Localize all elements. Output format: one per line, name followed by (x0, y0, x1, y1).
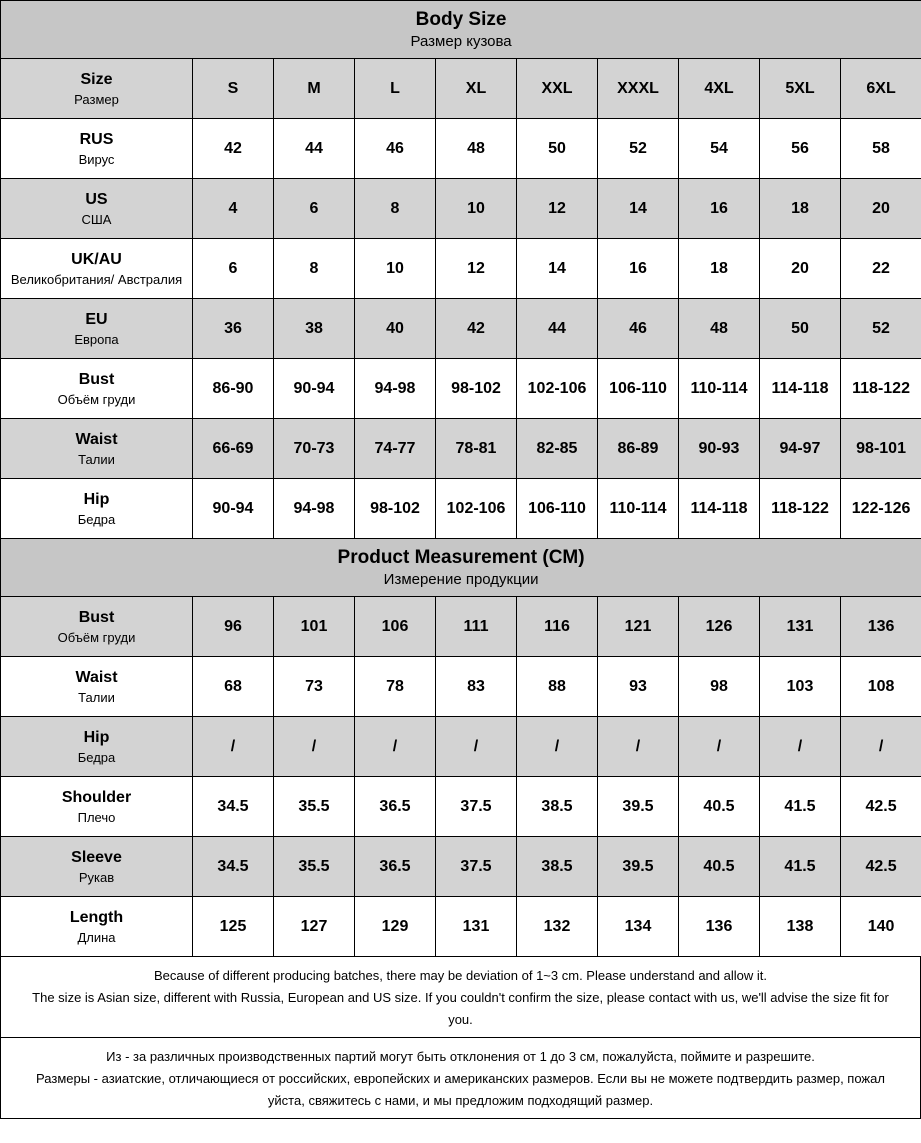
body-size-row-label-cell (1, 179, 193, 239)
table-cell: 39.5 (598, 837, 679, 897)
table-cell: 38 (274, 299, 355, 359)
table-cell: 42.5 (841, 777, 921, 837)
table-cell: 34.5 (193, 837, 274, 897)
body-size-title-text: Body Size (415, 8, 507, 30)
table-cell: 134 (598, 897, 679, 957)
table-cell: / (436, 717, 517, 777)
table-cell: / (841, 717, 921, 777)
product-row-label-cell (1, 597, 193, 657)
product-row-label: Shoulder (61, 788, 132, 806)
notes-english (1, 957, 920, 1037)
table-cell: 114-118 (760, 359, 841, 419)
body-size-row-sublabel: Талии (78, 451, 115, 467)
product-row (1, 717, 921, 777)
size-header-row (1, 59, 921, 119)
table-cell: 101 (274, 597, 355, 657)
body-size-row-label: RUS (79, 130, 114, 148)
table-cell: 132 (517, 897, 598, 957)
table-cell: 16 (679, 179, 760, 239)
table-cell: 140 (841, 897, 921, 957)
table-cell: 22 (841, 239, 921, 299)
table-cell: 116 (517, 597, 598, 657)
table-cell: 102-106 (517, 359, 598, 419)
table-cell: 41.5 (760, 777, 841, 837)
table-cell: 8 (355, 179, 436, 239)
table-cell: 122-126 (841, 479, 921, 539)
table-cell: 127 (274, 897, 355, 957)
table-cell: 90-94 (193, 479, 274, 539)
body-size-row-sublabel: Европа (74, 331, 119, 347)
table-cell: 48 (436, 119, 517, 179)
table-cell: 42 (193, 119, 274, 179)
table-cell: 37.5 (436, 777, 517, 837)
notes-russian (1, 1037, 920, 1118)
table-cell: / (517, 717, 598, 777)
notes-section (0, 957, 921, 1119)
body-size-row (1, 239, 921, 299)
body-size-row-label-cell (1, 359, 193, 419)
table-cell: 111 (436, 597, 517, 657)
product-measurement-title-cell (1, 539, 921, 597)
table-cell: 46 (355, 119, 436, 179)
table-cell: 48 (679, 299, 760, 359)
table-cell: 131 (436, 897, 517, 957)
size-header-cell: 6XL (841, 59, 921, 119)
table-cell: 41.5 (760, 837, 841, 897)
body-size-row-sublabel: Бедра (77, 511, 116, 527)
table-cell: 36.5 (355, 777, 436, 837)
note-ru-line-3: уйста, свяжитесь с нами, и мы предложим подходящий размер. (267, 1093, 654, 1108)
table-cell: 125 (193, 897, 274, 957)
product-row-label: Hip (83, 728, 110, 746)
product-measurement-title-text: Product Measurement (CM) (337, 546, 585, 568)
table-cell: 121 (598, 597, 679, 657)
body-size-row-label: UK/AU (71, 250, 122, 268)
table-cell: 12 (436, 239, 517, 299)
table-cell: 106 (355, 597, 436, 657)
table-cell: 98-102 (436, 359, 517, 419)
table-cell: 114-118 (679, 479, 760, 539)
table-cell: 39.5 (598, 777, 679, 837)
table-cell: 110-114 (598, 479, 679, 539)
body-size-title-cell (1, 1, 921, 59)
table-cell: 83 (436, 657, 517, 717)
table-cell: 88 (517, 657, 598, 717)
table-cell: 106-110 (598, 359, 679, 419)
table-cell: 78 (355, 657, 436, 717)
body-size-title-row (1, 1, 921, 59)
product-row-label: Length (69, 908, 124, 926)
table-cell: 50 (517, 119, 598, 179)
table-cell: 52 (598, 119, 679, 179)
table-cell: 10 (355, 239, 436, 299)
product-row-label-cell (1, 657, 193, 717)
table-cell: 40 (355, 299, 436, 359)
table-cell: 96 (193, 597, 274, 657)
product-row-label-cell (1, 777, 193, 837)
size-header-cell: XXXL (598, 59, 679, 119)
table-cell: 94-98 (274, 479, 355, 539)
table-cell: 136 (679, 897, 760, 957)
product-row (1, 657, 921, 717)
note-en-line-2: The size is Asian size, different with Russia, European and US size. If you couldn't confirm the size, please contact with us, we'll advise the size fit for (32, 990, 889, 1005)
table-cell: 86-89 (598, 419, 679, 479)
table-cell: 37.5 (436, 837, 517, 897)
size-header-row-sublabel: Размер (74, 91, 119, 107)
table-cell: 110-114 (679, 359, 760, 419)
table-cell: 56 (760, 119, 841, 179)
table-cell: 50 (760, 299, 841, 359)
body-size-row-label-cell (1, 239, 193, 299)
table-cell: 90-94 (274, 359, 355, 419)
table-cell: / (760, 717, 841, 777)
table-cell: / (598, 717, 679, 777)
table-cell: / (355, 717, 436, 777)
product-row-sublabel: Длина (77, 929, 116, 945)
body-size-row (1, 479, 921, 539)
table-cell: 42.5 (841, 837, 921, 897)
body-size-row-sublabel: Объём груди (57, 391, 136, 407)
body-size-row-label-cell (1, 299, 193, 359)
table-cell: 129 (355, 897, 436, 957)
body-size-row-label-cell (1, 119, 193, 179)
table-cell: 108 (841, 657, 921, 717)
table-cell: / (274, 717, 355, 777)
size-header-cell: 4XL (679, 59, 760, 119)
table-cell: 68 (193, 657, 274, 717)
body-size-row-sublabel: Великобритания/ Австралия (10, 271, 183, 287)
product-row-sublabel: Плечо (77, 809, 116, 825)
table-cell: 36 (193, 299, 274, 359)
table-cell: / (193, 717, 274, 777)
table-cell: 42 (436, 299, 517, 359)
body-size-row (1, 119, 921, 179)
body-size-row-label: Waist (75, 430, 118, 448)
table-cell: 54 (679, 119, 760, 179)
product-row-sublabel: Рукав (78, 869, 115, 885)
table-cell: 118-122 (841, 359, 921, 419)
table-cell: 38.5 (517, 837, 598, 897)
table-cell: 98-102 (355, 479, 436, 539)
product-row-label-cell (1, 837, 193, 897)
table-cell: 40.5 (679, 837, 760, 897)
product-row-label-cell (1, 897, 193, 957)
product-row-label: Bust (78, 608, 115, 626)
table-cell: 90-93 (679, 419, 760, 479)
table-cell: 102-106 (436, 479, 517, 539)
product-row-label-cell (1, 717, 193, 777)
table-cell: / (679, 717, 760, 777)
table-cell: 34.5 (193, 777, 274, 837)
body-size-row (1, 179, 921, 239)
product-row-label: Sleeve (71, 848, 122, 866)
table-cell: 36.5 (355, 837, 436, 897)
size-header-cell: L (355, 59, 436, 119)
body-size-row-label-cell (1, 479, 193, 539)
table-cell: 6 (274, 179, 355, 239)
size-header-row-label: Size (80, 70, 113, 88)
table-cell: 70-73 (274, 419, 355, 479)
table-cell: 18 (679, 239, 760, 299)
table-cell: 14 (517, 239, 598, 299)
table-cell: 35.5 (274, 777, 355, 837)
size-header-cell: S (193, 59, 274, 119)
body-size-row (1, 299, 921, 359)
size-header-cell: XL (436, 59, 517, 119)
table-cell: 12 (517, 179, 598, 239)
product-measurement-title-subtitle: Измерение продукции (383, 570, 539, 588)
table-cell: 82-85 (517, 419, 598, 479)
body-size-row (1, 359, 921, 419)
product-row-label: Waist (75, 668, 118, 686)
table-cell: 44 (274, 119, 355, 179)
table-cell: 94-98 (355, 359, 436, 419)
size-header-cell: 5XL (760, 59, 841, 119)
table-cell: 44 (517, 299, 598, 359)
note-en-line-3: you. (448, 1012, 473, 1027)
table-cell: 6 (193, 239, 274, 299)
size-header-row-label-cell (1, 59, 193, 119)
table-cell: 4 (193, 179, 274, 239)
size-header-cell: M (274, 59, 355, 119)
body-size-row-sublabel: Вирус (78, 151, 115, 167)
body-size-row (1, 419, 921, 479)
table-cell: 103 (760, 657, 841, 717)
table-cell: 40.5 (679, 777, 760, 837)
body-size-row-label: Hip (83, 490, 110, 508)
body-size-row-sublabel: США (81, 211, 112, 227)
table-cell: 58 (841, 119, 921, 179)
product-row-sublabel: Бедра (77, 749, 116, 765)
note-ru-line-2: Размеры - азиатские, отличающиеся от российских, европейских и американских размеров. Если вы не можете подтвердить размер, пожал (36, 1071, 885, 1086)
product-row (1, 777, 921, 837)
table-cell: 8 (274, 239, 355, 299)
table-cell: 14 (598, 179, 679, 239)
table-cell: 18 (760, 179, 841, 239)
table-cell: 126 (679, 597, 760, 657)
table-cell: 10 (436, 179, 517, 239)
table-cell: 78-81 (436, 419, 517, 479)
product-row (1, 897, 921, 957)
table-cell: 86-90 (193, 359, 274, 419)
note-ru-line-1: Из - за различных производственных партий могут быть отклонения от 1 до 3 см, пожалуйста, поймите и разрешите. (106, 1049, 815, 1064)
table-cell: 98 (679, 657, 760, 717)
body-size-row-label-cell (1, 419, 193, 479)
table-cell: 118-122 (760, 479, 841, 539)
table-cell: 20 (841, 179, 921, 239)
product-row-sublabel: Объём груди (57, 629, 136, 645)
table-cell: 138 (760, 897, 841, 957)
table-cell: 52 (841, 299, 921, 359)
table-cell: 66-69 (193, 419, 274, 479)
table-cell: 74-77 (355, 419, 436, 479)
product-row-sublabel: Талии (78, 689, 115, 705)
size-header-cell: XXL (517, 59, 598, 119)
table-cell: 98-101 (841, 419, 921, 479)
body-size-row-label: EU (85, 310, 108, 328)
table-cell: 16 (598, 239, 679, 299)
body-size-row-label: US (85, 190, 108, 208)
body-size-row-label: Bust (78, 370, 115, 388)
product-measurement-title-row (1, 539, 921, 597)
table-cell: 131 (760, 597, 841, 657)
table-cell: 73 (274, 657, 355, 717)
table-cell: 38.5 (517, 777, 598, 837)
table-cell: 136 (841, 597, 921, 657)
product-row (1, 837, 921, 897)
note-en-line-1: Because of different producing batches, there may be deviation of 1~3 cm. Please understand and allow it. (154, 968, 767, 983)
table-cell: 106-110 (517, 479, 598, 539)
body-size-title-subtitle: Размер кузова (410, 32, 512, 50)
table-cell: 20 (760, 239, 841, 299)
table-cell: 35.5 (274, 837, 355, 897)
table-cell: 93 (598, 657, 679, 717)
table-cell: 46 (598, 299, 679, 359)
product-row (1, 597, 921, 657)
table-cell: 94-97 (760, 419, 841, 479)
